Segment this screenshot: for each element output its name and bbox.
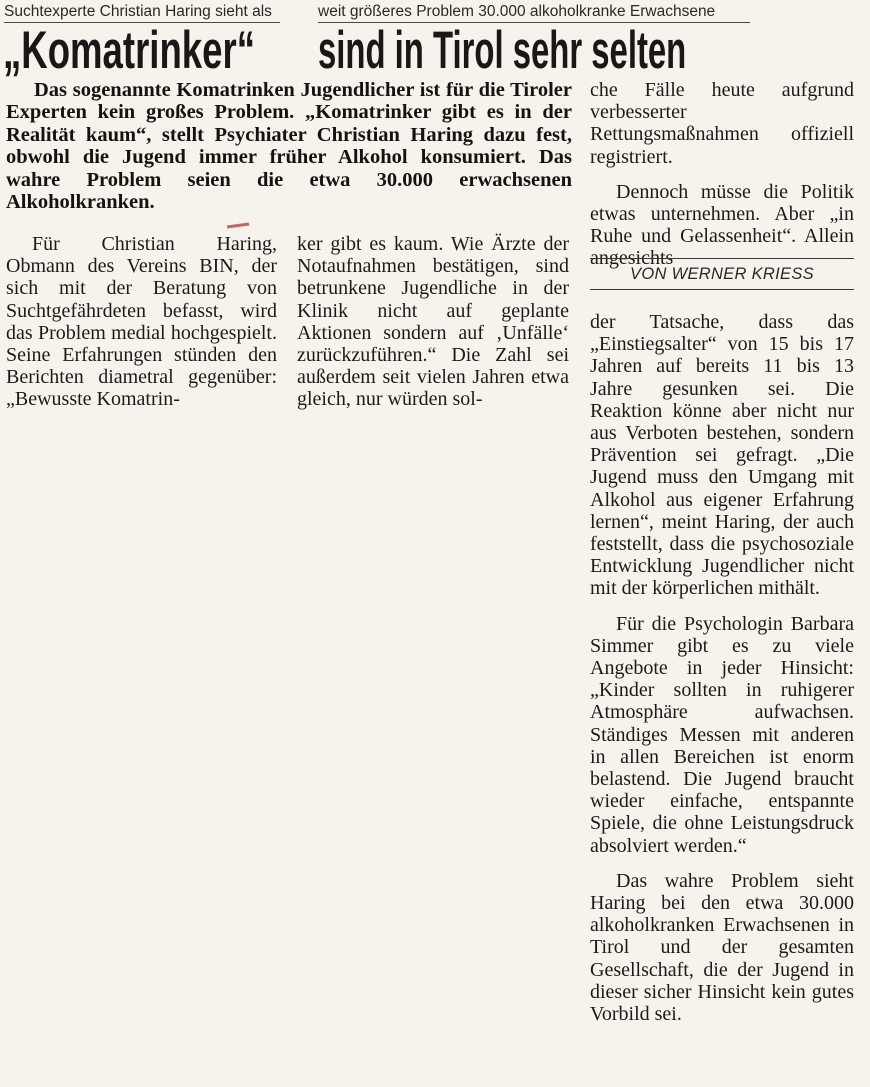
column-3-top-paragraph-2: Dennoch müsse die Politik etwas unternehmen. Aber „in Ruhe und Gelassenheit“. Allein angesichts (590, 180, 854, 270)
column-3-top (590, 79, 854, 270)
kicker-right: weit größeres Problem 30.000 alkoholkranke Erwachsene (318, 3, 750, 23)
byline: VON WERNER KRIESS (590, 258, 854, 290)
column-1-paragraph: Für Christian Haring, Obmann des Vereins BIN, der sich mit der Beratung von Suchtgefährdeten befasst, wird das Problem medial hochgespielt. Seine Erfahrungen stünden den Berichten diametral gegenüber: „Bewusste Komatrin- (6, 233, 277, 411)
column-3-bottom-paragraph-3: Das wahre Problem sieht Haring bei den etwa 30.000 alkoholkranken Erwachsenen in Tirol und der gesamten Gesellschaft, die der Jugend in dieser sicher Hinsicht kein gutes Vorbild sei. (590, 869, 854, 1026)
column-2 (297, 233, 569, 411)
column-3-bottom-paragraph-2: Für die Psychologin Barbara Simmer gibt es zu viele Angebote in jeder Hinsicht: „Kinder sollten in ruhigerer Atmosphäre aufwachsen. Ständiges Messen mit anderen in allen Bereichen ist enorm belastend. Die Jugend braucht wieder einfache, entspannte Spiele, die ohne Leistungsdruck absolviert werden.“ (590, 612, 854, 857)
kicker-left: Suchtexperte Christian Haring sieht als (4, 3, 280, 23)
column-3-bottom (590, 311, 854, 1025)
column-3-bottom-paragraph-1: der Tatsache, dass das „Einstiegsalter“ von 15 bis 17 Jahren auf bereits 11 bis 13 Jahre gesunken sei. Die Reaktion könne aber nicht nur aus Verboten bestehen, sondern Prävention sei gefragt. „Die Jugend muss den Umgang mit Alkohol aus eigener Erfahrung lernen“, meint Haring, der auch feststellt, dass die psychosoziale Entwicklung Jugendlicher nicht mit der körperlichen mithält. (590, 311, 854, 600)
headline-left: „Komatrinker“ (3, 21, 255, 80)
ink-mark (227, 222, 249, 228)
headline-right: sind in Tirol sehr selten (318, 21, 687, 80)
column-2-paragraph: ker gibt es kaum. Wie Ärzte der Notaufnahmen bestätigen, sind betrunkene Jugendliche in der Klinik nicht auf geplante Aktionen sondern auf ‚Unfälle‘ zurückzuführen.“ Die Zahl sei außerdem seit vielen Jahren etwa gleich, nur würden sol- (297, 233, 569, 411)
column-3-top-paragraph-1: che Fälle heute aufgrund verbesserter Rettungsmaßnahmen offiziell registriert. (590, 79, 854, 168)
lead-paragraph: Das sogenannte Komatrinken Jugendlicher ist für die Tiroler Experten kein großes Problem. „Komatrinker gibt es in der Realität kaum“, stellt Psychiater Christian Haring dazu fest, obwohl die Jugend immer früher Alkohol konsumiert. Das wahre Problem seien die etwa 30.000 erwachsenen Alkoholkranken. (6, 79, 572, 214)
column-1 (6, 233, 277, 411)
